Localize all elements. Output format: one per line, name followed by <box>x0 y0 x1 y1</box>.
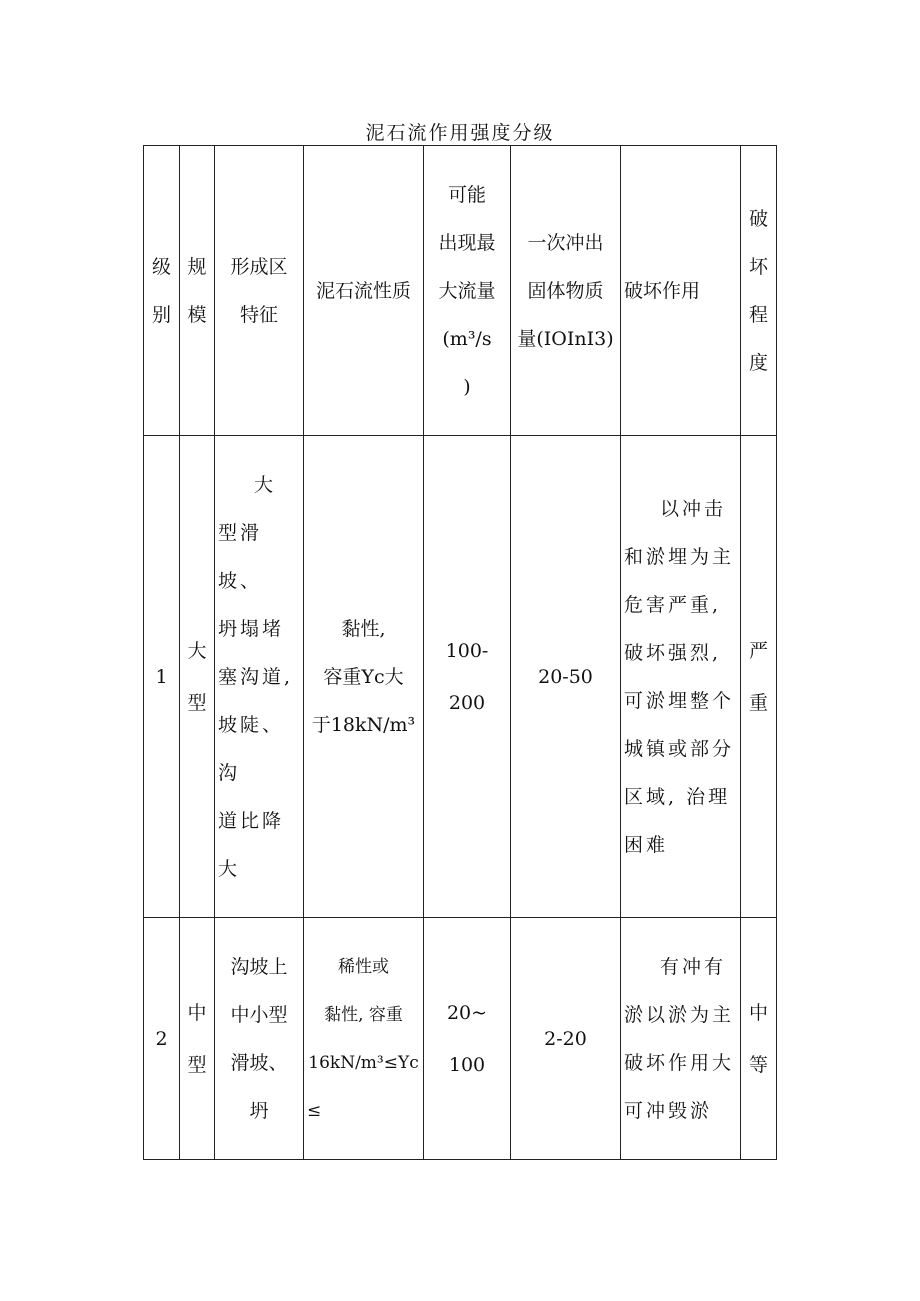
header-scale: 规 模 <box>180 146 215 436</box>
header-damage-degree: 破 坏 程 度 <box>741 146 777 436</box>
row2-damage-action: 有冲有 淤以淤为主 破坏作用大 可冲毁淤 <box>621 918 741 1160</box>
row1-nature: 黏性, 容重Yc大 于18kN/m³ <box>304 436 424 918</box>
row2-formation: 沟坡上 中小型 滑坡、 坍 <box>215 918 304 1160</box>
table-row <box>144 436 777 918</box>
row2-scale: 中 型 <box>180 918 215 1160</box>
row1-damage-action: 以冲击 和淤埋为主 危害严重, 破坏强烈, 可淤埋整个 城镇或部分 区域, 治理 困难 <box>621 436 741 918</box>
row1-damage-degree: 严 重 <box>741 436 777 918</box>
header-damage-action: 破坏作用 <box>621 146 741 436</box>
row1-level: 1 <box>144 436 180 918</box>
row2-nature: 稀性或 黏性, 容重 16kN/m³≤Yc ≤ <box>304 918 424 1160</box>
row1-max-flow: 100- 200 <box>424 436 511 918</box>
header-solid-mass: 一次冲出 固体物质 量(IOInI3) <box>511 146 621 436</box>
row1-scale: 大 型 <box>180 436 215 918</box>
header-nature: 泥石流性质 <box>304 146 424 436</box>
row2-damage-degree: 中 等 <box>741 918 777 1160</box>
header-row <box>144 146 777 436</box>
page-title: 泥石流作用强度分级 <box>365 122 555 144</box>
row2-max-flow: 20~ 100 <box>424 918 511 1160</box>
row1-solid-mass: 20-50 <box>511 436 621 918</box>
header-max-flow: 可能 出现最 大流量 (m³/s ) <box>424 146 511 436</box>
table-row <box>144 918 777 1160</box>
row2-level: 2 <box>144 918 180 1160</box>
header-level: 级 别 <box>144 146 180 436</box>
header-formation: 形成区 特征 <box>215 146 304 436</box>
row2-solid-mass: 2-20 <box>511 918 621 1160</box>
intensity-table <box>143 145 777 1160</box>
row1-formation: 大 型滑坡、 坍塌堵 塞沟道, 坡陡、沟 道比降 大 <box>215 436 304 918</box>
